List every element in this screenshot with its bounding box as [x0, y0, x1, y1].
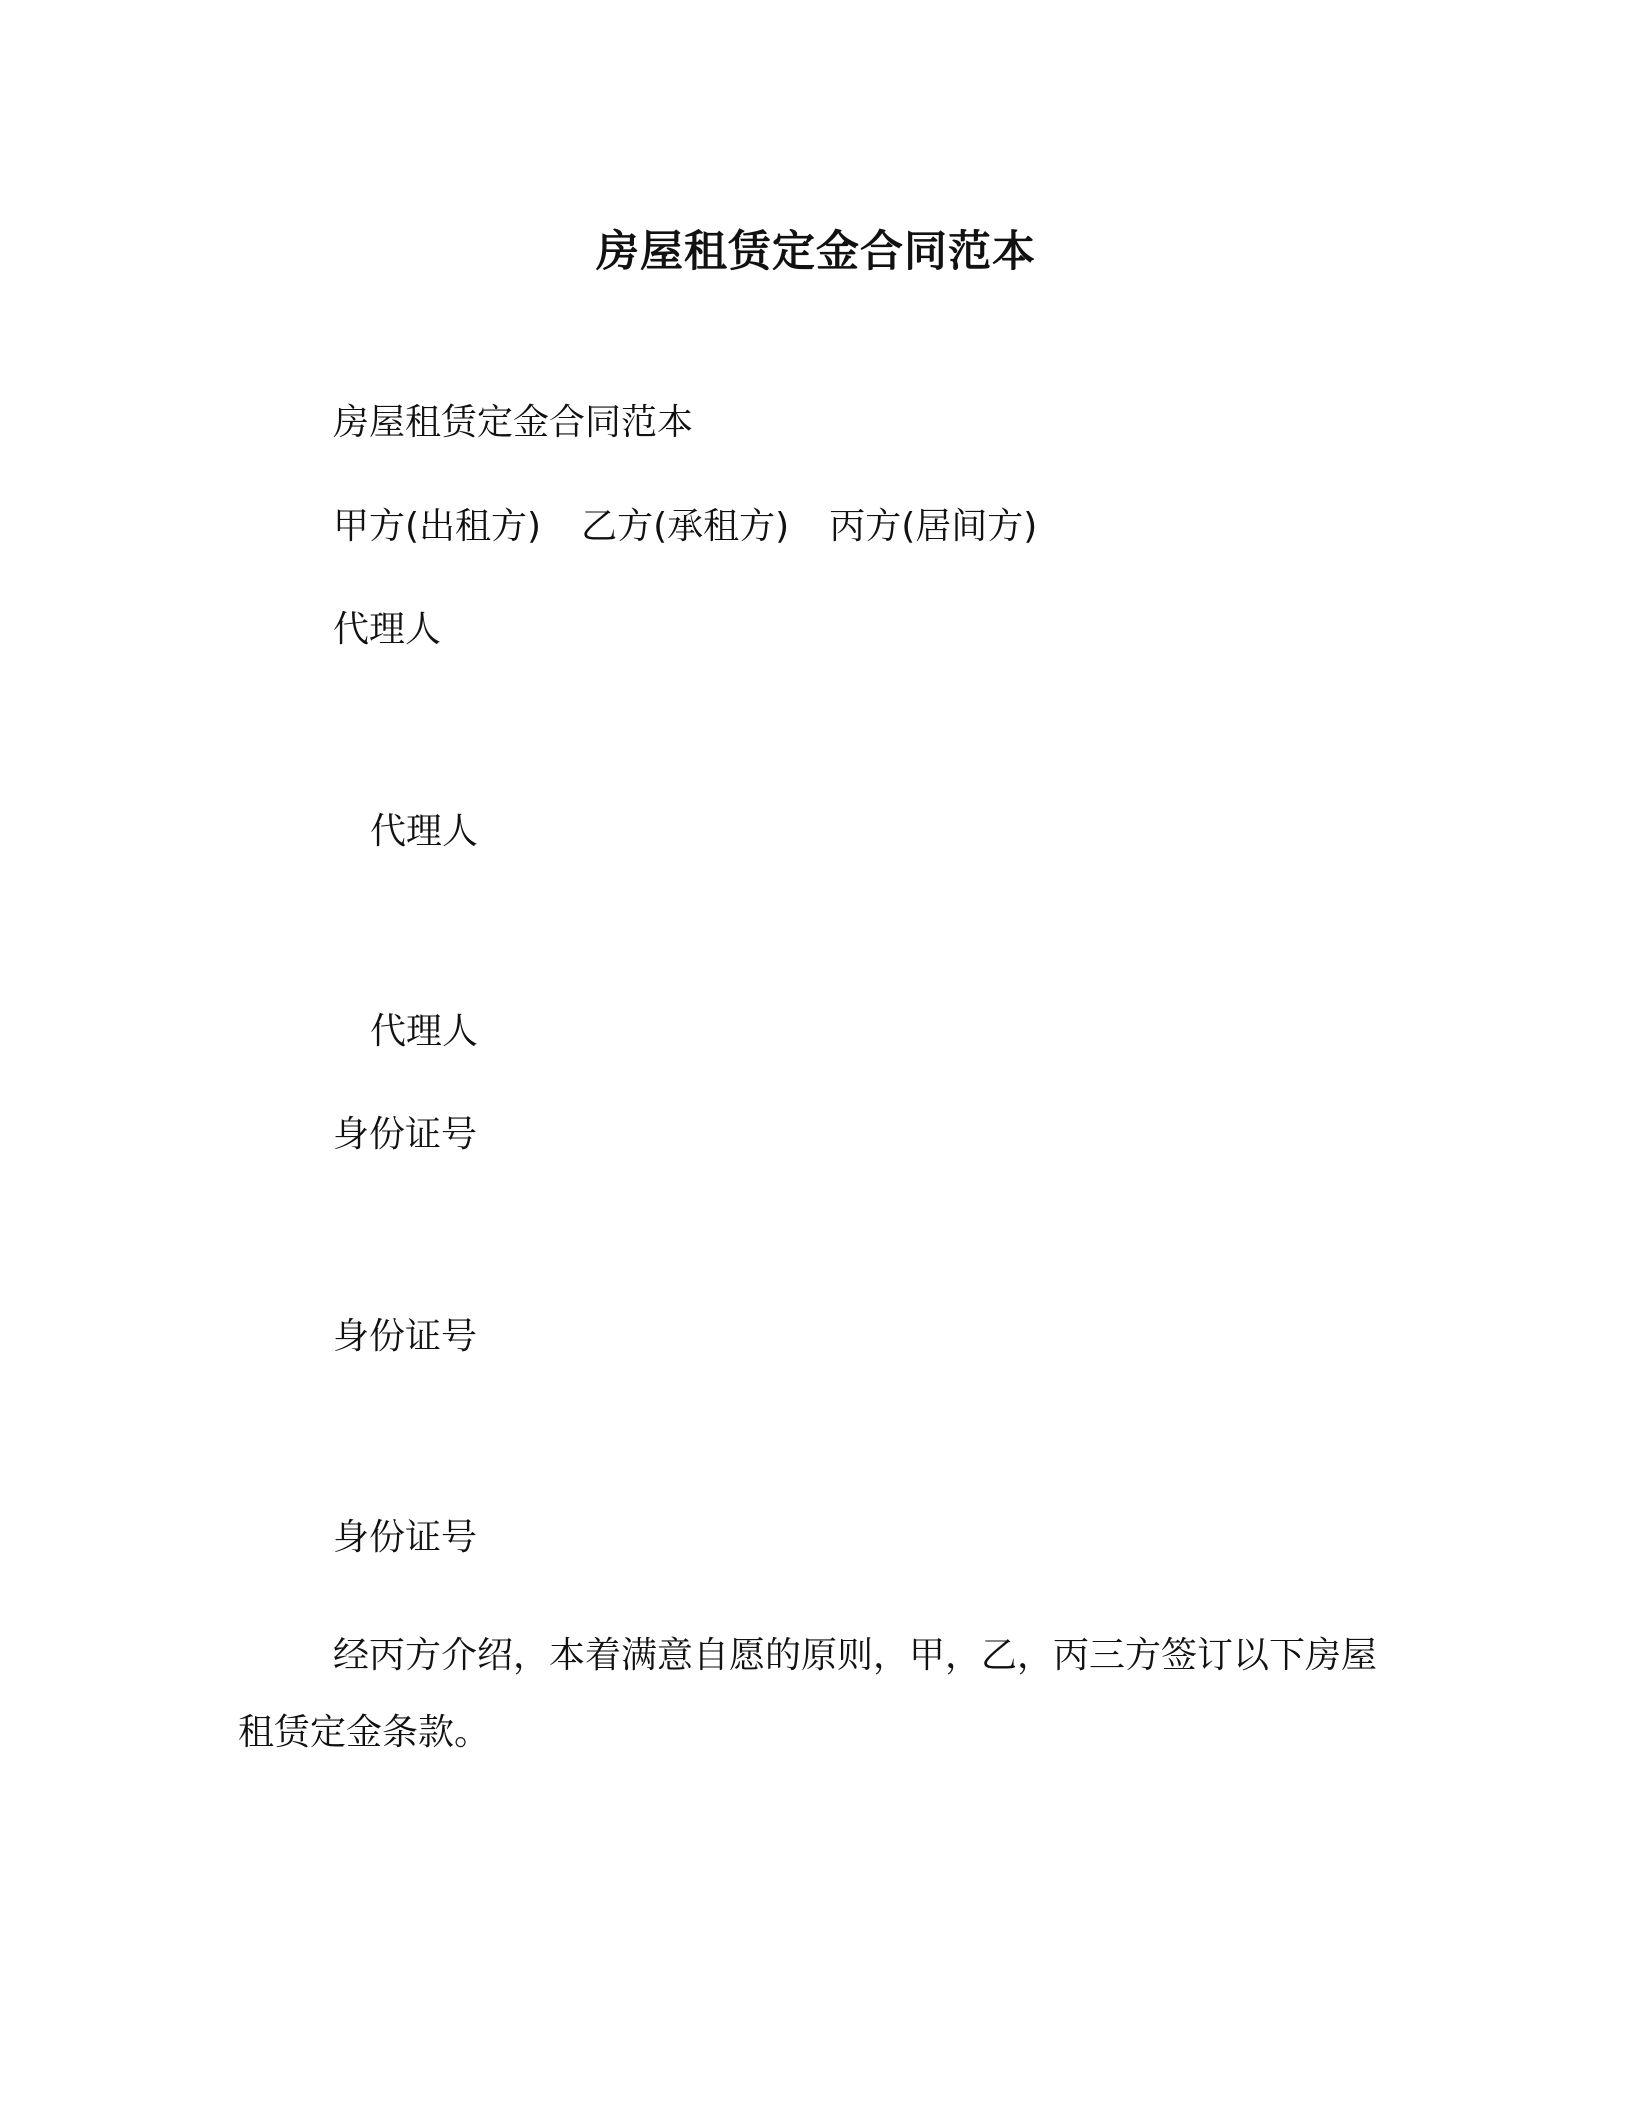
document-subtitle: 房屋租赁定金合同范本 — [333, 402, 694, 443]
id-number-label-party-c: 身份证号 — [333, 1517, 478, 1558]
party-c-label: 丙方(居间方) — [829, 506, 1038, 547]
parties-line — [333, 503, 1037, 551]
agent-label-party-b: 代理人 — [370, 811, 479, 852]
agent-label-party-a: 代理人 — [333, 609, 442, 650]
id-number-label-party-b: 身份证号 — [333, 1316, 478, 1357]
party-b-label: 乙方(承租方) — [581, 506, 790, 547]
document-title: 房屋租赁定金合同范本 — [596, 227, 1036, 277]
party-a-label: 甲方(出租方) — [333, 506, 542, 547]
id-number-label-party-a: 身份证号 — [333, 1114, 478, 1155]
agent-label-party-c: 代理人 — [370, 1011, 479, 1052]
intro-paragraph: 经丙方介绍，本着满意自愿的原则，甲，乙，丙三方签订以下房屋租赁定金条款。 — [238, 1635, 1378, 1753]
